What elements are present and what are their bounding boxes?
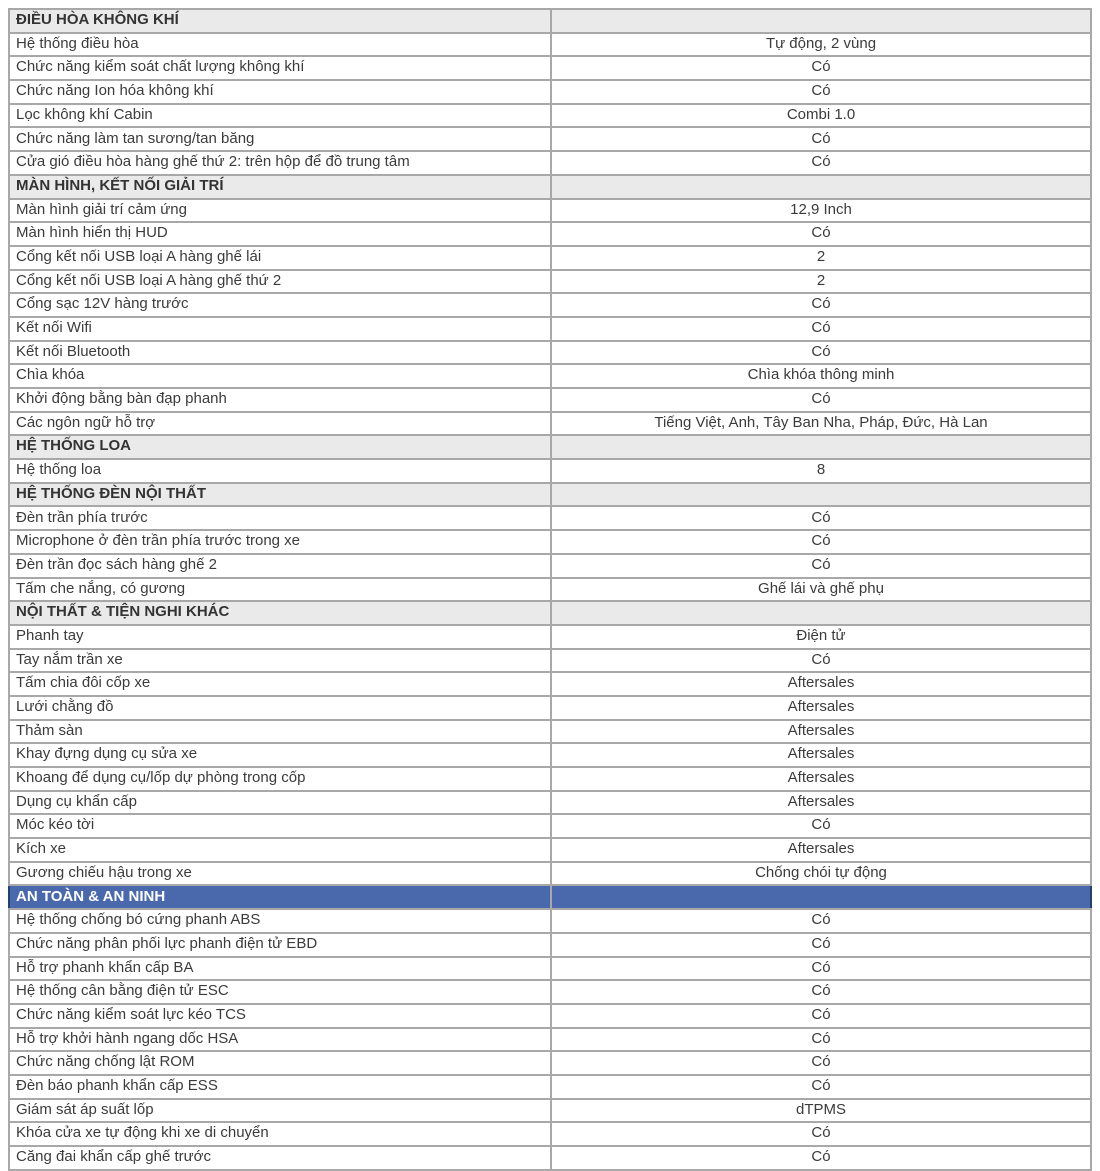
feature-value: Có [551,814,1091,838]
section-header-row [9,601,1091,625]
feature-value: Có [551,554,1091,578]
table-row [9,767,1091,791]
feature-name: Chức năng Ion hóa không khí [9,80,551,104]
feature-name: Microphone ở đèn trần phía trước trong xe [9,530,551,554]
feature-name: Gương chiếu hậu trong xe [9,862,551,886]
section-title: MÀN HÌNH, KẾT NỐI GIẢI TRÍ [9,175,551,199]
table-row [9,1146,1091,1170]
section-title: NỘI THẤT & TIỆN NGHI KHÁC [9,601,551,625]
feature-value: Có [551,933,1091,957]
feature-name: Kích xe [9,838,551,862]
feature-value: Có [551,980,1091,1004]
table-row [9,364,1091,388]
feature-value: 8 [551,459,1091,483]
feature-value: Chống chói tự động [551,862,1091,886]
table-row [9,1051,1091,1075]
feature-value: Tự động, 2 vùng [551,33,1091,57]
section-title-spacer [551,601,1091,625]
table-row [9,104,1091,128]
table-row [9,293,1091,317]
feature-name: Hỗ trợ phanh khẩn cấp BA [9,957,551,981]
table-row [9,530,1091,554]
feature-name: Cổng sạc 12V hàng trước [9,293,551,317]
feature-value: Có [551,909,1091,933]
table-row [9,957,1091,981]
feature-name: Tấm che nắng, có gương [9,578,551,602]
feature-value: Ghế lái và ghế phụ [551,578,1091,602]
table-row [9,696,1091,720]
feature-value: Có [551,506,1091,530]
feature-value: Tiếng Việt, Anh, Tây Ban Nha, Pháp, Đức, Hà Lan [551,412,1091,436]
section-header-row [9,175,1091,199]
feature-name: Hệ thống điều hòa [9,33,551,57]
feature-name: Chìa khóa [9,364,551,388]
table-row [9,459,1091,483]
feature-value: Có [551,1051,1091,1075]
feature-value: Có [551,80,1091,104]
section-title: HỆ THỐNG LOA [9,435,551,459]
section-title: HỆ THỐNG ĐÈN NỘI THẤT [9,483,551,507]
feature-name: Hệ thống loa [9,459,551,483]
feature-name: Lưới chằng đồ [9,696,551,720]
feature-value: Có [551,1075,1091,1099]
spec-table [8,8,1092,1171]
section-title-spacer [551,175,1091,199]
feature-name: Chức năng chống lật ROM [9,1051,551,1075]
feature-value: Có [551,151,1091,175]
table-row [9,246,1091,270]
section-header-row [9,483,1091,507]
table-row [9,1028,1091,1052]
feature-name: Tấm chia đôi cốp xe [9,672,551,696]
table-row [9,56,1091,80]
feature-value: Có [551,56,1091,80]
table-row [9,412,1091,436]
table-row [9,743,1091,767]
table-row [9,151,1091,175]
feature-value: Điện tử [551,625,1091,649]
section-title-spacer [551,435,1091,459]
feature-value: Aftersales [551,838,1091,862]
feature-name: Dụng cụ khẩn cấp [9,791,551,815]
table-row [9,506,1091,530]
feature-value: 12,9 Inch [551,199,1091,223]
feature-name: Kết nối Wifi [9,317,551,341]
feature-name: Chức năng phân phối lực phanh điện tử EBD [9,933,551,957]
table-row [9,980,1091,1004]
feature-name: Lọc không khí Cabin [9,104,551,128]
table-row [9,33,1091,57]
table-row [9,341,1091,365]
table-row [9,127,1091,151]
feature-value: 2 [551,270,1091,294]
feature-name: Hỗ trợ khởi hành ngang dốc HSA [9,1028,551,1052]
feature-name: Khóa cửa xe tự động khi xe di chuyển [9,1122,551,1146]
feature-name: Khay đựng dụng cụ sửa xe [9,743,551,767]
feature-name: Thảm sàn [9,720,551,744]
table-row [9,1075,1091,1099]
feature-value: Có [551,957,1091,981]
table-row [9,791,1091,815]
feature-name: Cổng kết nối USB loại A hàng ghế thứ 2 [9,270,551,294]
feature-value: Aftersales [551,720,1091,744]
feature-name: Đèn trần phía trước [9,506,551,530]
feature-value: Aftersales [551,767,1091,791]
feature-name: Chức năng kiểm soát lực kéo TCS [9,1004,551,1028]
table-row [9,80,1091,104]
feature-name: Màn hình giải trí cảm ứng [9,199,551,223]
table-row [9,862,1091,886]
feature-value: Aftersales [551,672,1091,696]
section-title-spacer [551,9,1091,33]
table-row [9,1122,1091,1146]
section-header-row [9,885,1091,909]
table-row [9,388,1091,412]
feature-value: Có [551,1122,1091,1146]
feature-name: Khởi động bằng bàn đạp phanh [9,388,551,412]
table-row [9,625,1091,649]
feature-name: Căng đai khẩn cấp ghế trước [9,1146,551,1170]
section-title: AN TOÀN & AN NINH [9,885,551,909]
spec-table-body [9,9,1091,1170]
feature-value: Có [551,1146,1091,1170]
feature-value: dTPMS [551,1099,1091,1123]
feature-name: Kết nối Bluetooth [9,341,551,365]
table-row [9,838,1091,862]
feature-value: Chìa khóa thông minh [551,364,1091,388]
feature-name: Các ngôn ngữ hỗ trợ [9,412,551,436]
feature-value: Có [551,222,1091,246]
section-title: ĐIỀU HÒA KHÔNG KHÍ [9,9,551,33]
feature-value: Có [551,317,1091,341]
table-row [9,672,1091,696]
table-row [9,933,1091,957]
feature-value: Có [551,1028,1091,1052]
feature-value: Có [551,293,1091,317]
feature-value: Có [551,388,1091,412]
section-title-spacer [551,885,1091,909]
feature-value: Aftersales [551,696,1091,720]
section-header-row [9,435,1091,459]
feature-name: Phanh tay [9,625,551,649]
table-row [9,649,1091,673]
table-row [9,1099,1091,1123]
feature-name: Tay nắm trần xe [9,649,551,673]
feature-name: Khoang để dụng cụ/lốp dự phòng trong cốp [9,767,551,791]
section-title-spacer [551,483,1091,507]
feature-value: Aftersales [551,791,1091,815]
feature-value: Có [551,127,1091,151]
feature-name: Đèn trần đọc sách hàng ghế 2 [9,554,551,578]
feature-value: Có [551,649,1091,673]
feature-name: Móc kéo tời [9,814,551,838]
feature-value: Có [551,341,1091,365]
feature-value: Có [551,530,1091,554]
table-row [9,317,1091,341]
table-row [9,720,1091,744]
table-row [9,270,1091,294]
table-row [9,554,1091,578]
feature-name: Chức năng làm tan sương/tan băng [9,127,551,151]
table-row [9,909,1091,933]
feature-value: Aftersales [551,743,1091,767]
table-row [9,199,1091,223]
feature-value: Có [551,1004,1091,1028]
section-header-row [9,9,1091,33]
table-row [9,578,1091,602]
feature-name: Giám sát áp suất lốp [9,1099,551,1123]
table-row [9,814,1091,838]
feature-name: Đèn báo phanh khẩn cấp ESS [9,1075,551,1099]
feature-value: 2 [551,246,1091,270]
feature-name: Cổng kết nối USB loại A hàng ghế lái [9,246,551,270]
table-row [9,1004,1091,1028]
feature-name: Chức năng kiểm soát chất lượng không khí [9,56,551,80]
feature-name: Màn hình hiển thị HUD [9,222,551,246]
table-row [9,222,1091,246]
feature-value: Combi 1.0 [551,104,1091,128]
feature-name: Hệ thống cân bằng điện tử ESC [9,980,551,1004]
feature-name: Hệ thống chống bó cứng phanh ABS [9,909,551,933]
feature-name: Cửa gió điều hòa hàng ghế thứ 2: trên hộp để đồ trung tâm [9,151,551,175]
